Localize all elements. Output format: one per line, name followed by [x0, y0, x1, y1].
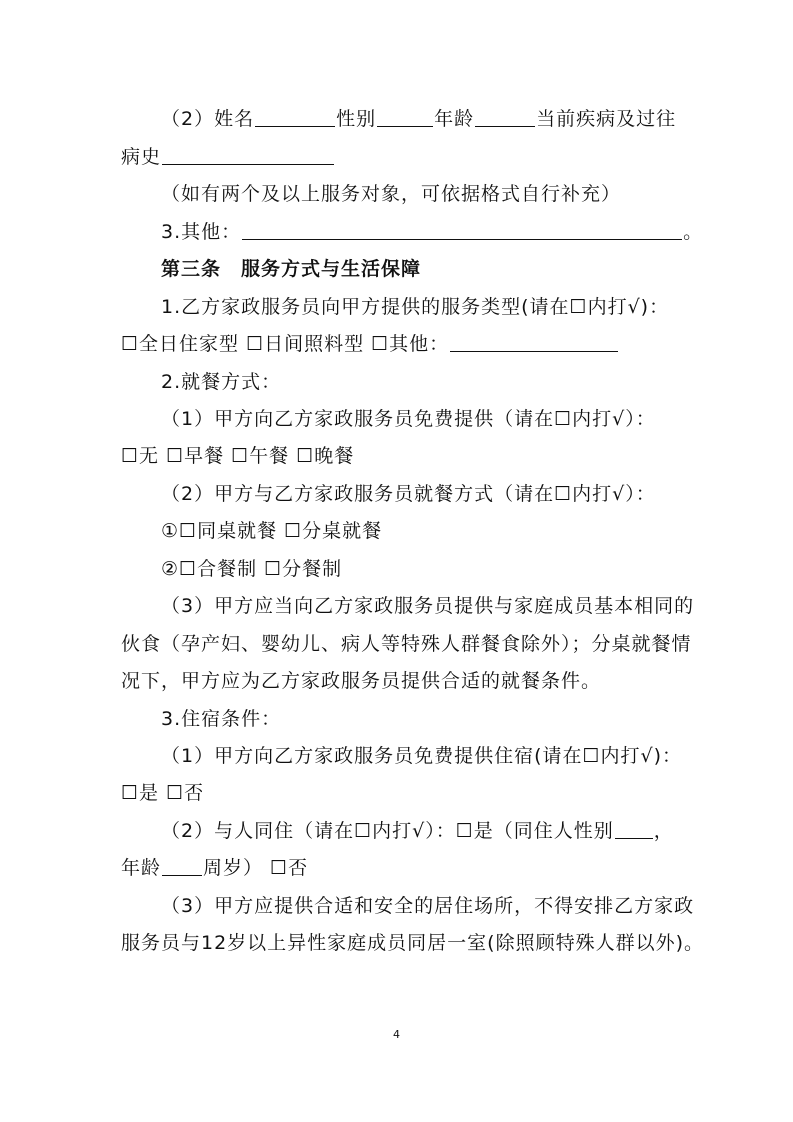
lodging-question: （1）甲方向乙方家政服务员免费提供住宿(请在☐内打√)：	[161, 745, 683, 767]
label-disease: 当前疾病及过往	[536, 108, 677, 130]
dining-method-question: （2）甲方与乙方家政服务员就餐方式（请在☐内打√）：	[161, 483, 656, 505]
meal-clause-line-2: 伙食（孕产妇、婴幼儿、病人等特殊人群餐食除外）；分桌就餐情	[121, 633, 692, 655]
roommate-age-line	[121, 856, 308, 880]
label-history: 病史	[121, 146, 162, 168]
dining-table-options[interactable]: ①☐同桌就餐 ☐分桌就餐	[161, 520, 383, 542]
meal-heading: 2.就餐方式：	[161, 371, 282, 393]
meal-clause-line-1: （3）甲方应当向乙方家政服务员提供与家庭成员基本相同的	[161, 595, 695, 617]
section-heading: 第三条 服务方式与生活保障	[161, 258, 422, 280]
lodging-clause-line-1: （3）甲方应提供合适和安全的居住场所，不得安排乙方家政	[161, 895, 695, 917]
dining-share-options[interactable]: ②☐合餐制 ☐分餐制	[161, 558, 343, 580]
comma: ，	[653, 820, 674, 842]
meal-clause-line-3: 况下，甲方应为乙方家政服务员提供合适的就餐条件。	[121, 670, 602, 692]
medical-history-line	[121, 145, 335, 169]
label-other: 3.其他：	[161, 221, 242, 243]
label-roommate-age: 年龄	[121, 857, 162, 879]
lodging-heading: 3.住宿条件：	[161, 708, 282, 730]
lodging-options[interactable]: ☐是 ☐否	[121, 782, 205, 804]
age-blank[interactable]	[475, 108, 535, 127]
other-blank[interactable]	[242, 221, 682, 240]
label-age: 年龄	[434, 108, 475, 130]
field-name-line	[161, 107, 676, 131]
history-blank[interactable]	[162, 146, 334, 165]
period: 。	[683, 221, 704, 243]
supplement-note: （如有两个及以上服务对象，可依据格式自行补充）	[161, 183, 622, 205]
roommate-gender-blank[interactable]	[615, 820, 653, 839]
other-line	[161, 220, 703, 244]
meal-provision-question: （1）甲方向乙方家政服务员免费提供（请在☐内打√）：	[161, 408, 656, 430]
roommate-line	[161, 819, 674, 843]
meal-provision-options[interactable]: ☐无 ☐早餐 ☐午餐 ☐晚餐	[121, 445, 355, 467]
lodging-clause-line-2: 服务员与12岁以上异性家庭成员同居一室(除照顾特殊人群以外)。	[121, 932, 705, 954]
roommate-no-option[interactable]: 周岁） ☐否	[203, 857, 309, 879]
service-other-blank[interactable]	[450, 333, 618, 352]
page-number: 4	[393, 1028, 400, 1041]
name-blank[interactable]	[255, 108, 335, 127]
service-type-question: 1.乙方家政服务员向甲方提供的服务类型(请在☐内打√)：	[161, 296, 670, 318]
service-type-options	[121, 332, 619, 356]
roommate-question[interactable]: （2）与人同住（请在☐内打√）：☐是（同住人性别	[161, 820, 614, 842]
roommate-age-blank[interactable]	[162, 857, 202, 876]
gender-blank[interactable]	[377, 108, 433, 127]
service-type-checkboxes[interactable]: ☐全日住家型 ☐日间照料型 ☐其他：	[121, 333, 450, 355]
label-gender: 性别	[336, 108, 377, 130]
label-name: （2）姓名	[161, 108, 255, 130]
